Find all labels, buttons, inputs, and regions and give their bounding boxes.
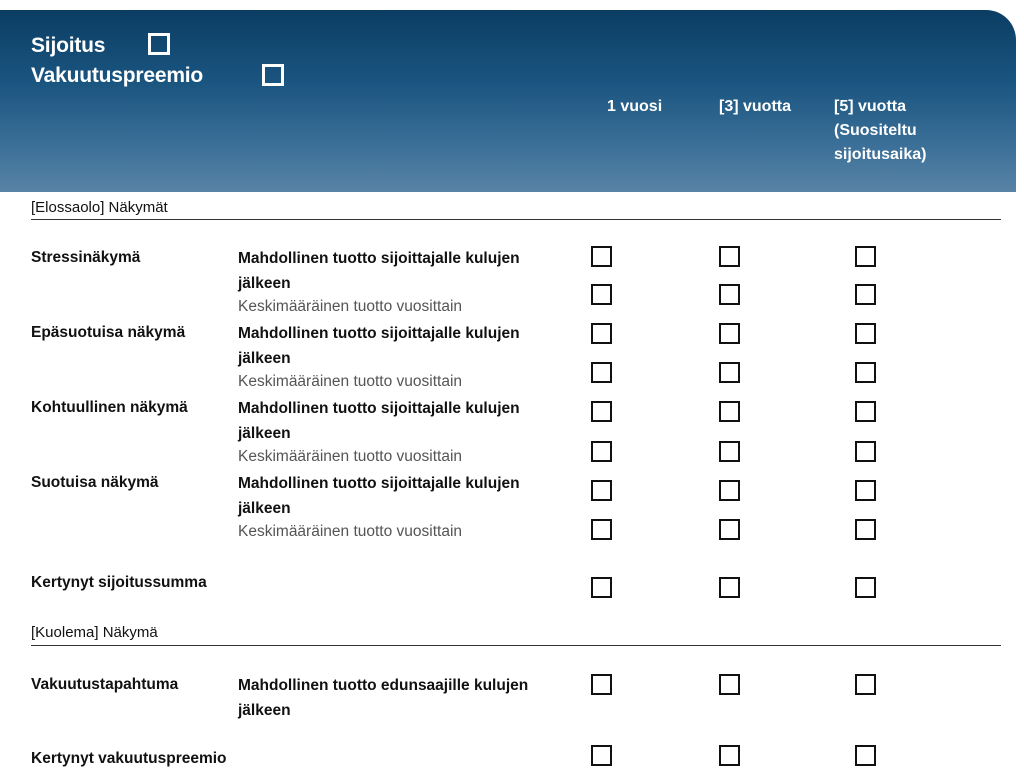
scenario-stress-average-label: Keskimääräinen tuotto vuosittain xyxy=(238,298,463,315)
moderate-return-1y-checkbox[interactable] xyxy=(591,401,612,422)
favourable-average-5y-checkbox[interactable] xyxy=(855,519,876,540)
moderate-average-1y-checkbox[interactable] xyxy=(591,441,612,462)
scenario-unfavourable-average-label: Keskimääräinen tuotto vuosittain xyxy=(238,373,463,390)
scenario-moderate-average-label: Keskimääräinen tuotto vuosittain xyxy=(238,448,463,465)
option-investment-label: Sijoitus xyxy=(31,34,106,57)
insured-event-1y-checkbox[interactable] xyxy=(591,674,612,695)
favourable-return-5y-checkbox[interactable] xyxy=(855,480,876,501)
unfavourable-return-3y-checkbox[interactable] xyxy=(719,323,740,344)
insured-event-3y-checkbox[interactable] xyxy=(719,674,740,695)
accumulated-premium-5y-checkbox[interactable] xyxy=(855,745,876,766)
header-band xyxy=(0,10,1016,192)
unfavourable-average-1y-checkbox[interactable] xyxy=(591,362,612,383)
scenario-unfavourable-return-label: Mahdollinen tuotto sijoittajalle kulujen jälkeen xyxy=(238,325,520,367)
moderate-return-3y-checkbox[interactable] xyxy=(719,401,740,422)
accumulated-premium-label: Kertynyt vakuutuspreemio xyxy=(31,750,227,767)
scenario-favourable-return-label: Mahdollinen tuotto sijoittajalle kulujen jälkeen xyxy=(238,475,520,517)
insured-event-label: Vakuutustapahtuma xyxy=(31,676,179,693)
column-header-5-years-line3: sijoitusaika) xyxy=(834,146,927,163)
stress-return-1y-checkbox[interactable] xyxy=(591,246,612,267)
stress-average-1y-checkbox[interactable] xyxy=(591,284,612,305)
favourable-average-3y-checkbox[interactable] xyxy=(719,519,740,540)
survival-section-title: [Elossaolo] Näkymät xyxy=(31,199,168,216)
unfavourable-average-5y-checkbox[interactable] xyxy=(855,362,876,383)
favourable-return-1y-checkbox[interactable] xyxy=(591,480,612,501)
unfavourable-return-1y-checkbox[interactable] xyxy=(591,323,612,344)
death-section-title: [Kuolema] Näkymä xyxy=(31,624,158,641)
unfavourable-return-5y-checkbox[interactable] xyxy=(855,323,876,344)
option-premium-label: Vakuutuspreemio xyxy=(31,64,204,87)
unfavourable-average-3y-checkbox[interactable] xyxy=(719,362,740,383)
accumulated-premium-3y-checkbox[interactable] xyxy=(719,745,740,766)
accumulated-investment-3y-checkbox[interactable] xyxy=(719,577,740,598)
scenario-moderate-return-label: Mahdollinen tuotto sijoittajalle kulujen jälkeen xyxy=(238,400,520,442)
moderate-average-5y-checkbox[interactable] xyxy=(855,441,876,462)
option-investment-checkbox[interactable] xyxy=(148,33,170,55)
stress-average-5y-checkbox[interactable] xyxy=(855,284,876,305)
scenario-favourable-average-label: Keskimääräinen tuotto vuosittain xyxy=(238,523,463,540)
accumulated-investment-1y-checkbox[interactable] xyxy=(591,577,612,598)
survival-section-divider xyxy=(31,219,1001,220)
insured-event-return-label: Mahdollinen tuotto edunsaajille kulujen jälkeen xyxy=(238,677,529,719)
death-section-divider xyxy=(31,645,1001,646)
moderate-return-5y-checkbox[interactable] xyxy=(855,401,876,422)
scenario-unfavourable-label: Epäsuotuisa näkymä xyxy=(31,324,186,341)
favourable-return-3y-checkbox[interactable] xyxy=(719,480,740,501)
accumulated-investment-label: Kertynyt sijoitussumma xyxy=(31,574,207,591)
scenario-moderate-label: Kohtuullinen näkymä xyxy=(31,399,188,416)
accumulated-investment-5y-checkbox[interactable] xyxy=(855,577,876,598)
option-premium-checkbox[interactable] xyxy=(262,64,284,86)
scenario-stress-return-label: Mahdollinen tuotto sijoittajalle kulujen jälkeen xyxy=(238,250,520,292)
insured-event-5y-checkbox[interactable] xyxy=(855,674,876,695)
column-header-1-year: 1 vuosi xyxy=(607,98,663,115)
column-header-5-years-line1: [5] vuotta xyxy=(834,98,906,115)
scenario-stress-label: Stressinäkymä xyxy=(31,249,141,266)
column-header-5-years xyxy=(834,95,926,167)
stress-return-5y-checkbox[interactable] xyxy=(855,246,876,267)
stress-return-3y-checkbox[interactable] xyxy=(719,246,740,267)
scenario-favourable-label: Suotuisa näkymä xyxy=(31,474,159,491)
favourable-average-1y-checkbox[interactable] xyxy=(591,519,612,540)
stress-average-3y-checkbox[interactable] xyxy=(719,284,740,305)
accumulated-premium-1y-checkbox[interactable] xyxy=(591,745,612,766)
column-header-3-years: [3] vuotta xyxy=(719,98,791,115)
moderate-average-3y-checkbox[interactable] xyxy=(719,441,740,462)
column-header-5-years-line2: (Suositeltu xyxy=(834,122,917,139)
